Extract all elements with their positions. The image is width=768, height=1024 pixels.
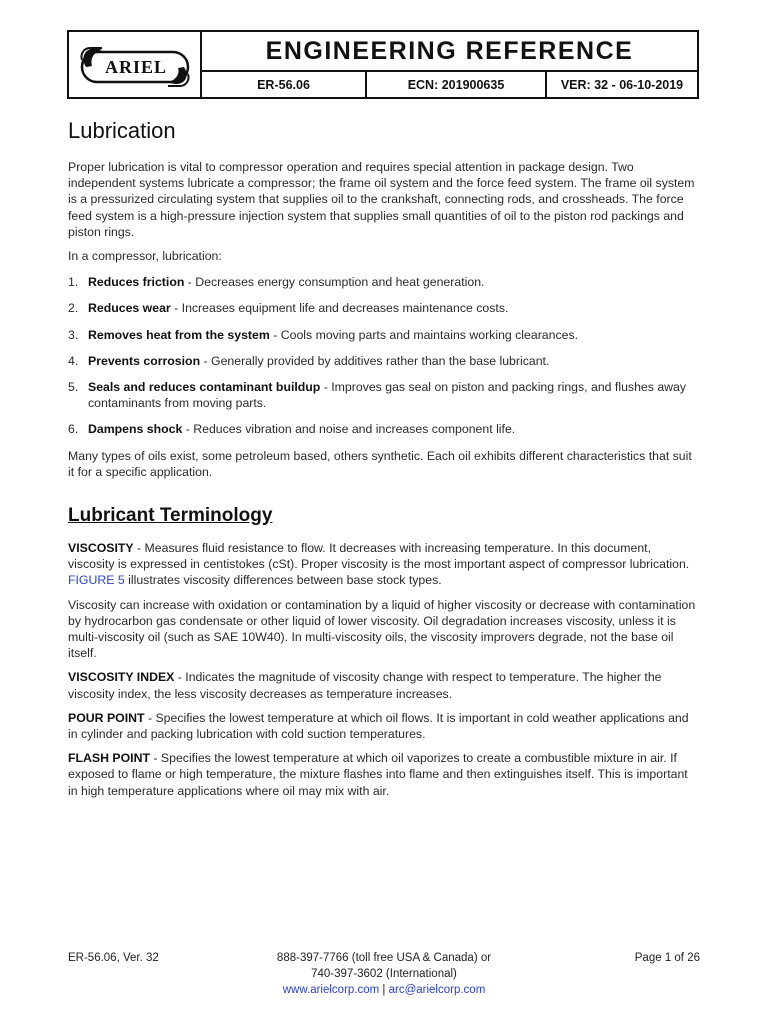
email-link[interactable]: arc@arielcorp.com bbox=[388, 984, 486, 996]
ariel-logo-icon bbox=[76, 40, 194, 90]
viscosity-desc-a: - Measures fluid resistance to flow. It decreases with increasing temperature. In this document, viscosity is expressed in centistokes (cSt). Proper viscosity is the most important aspect of compressor lubrication. bbox=[68, 541, 690, 572]
list-number: 2. bbox=[68, 301, 79, 316]
ecn-number: ECN: 201900635 bbox=[365, 72, 545, 97]
list-term: Reduces wear bbox=[88, 301, 171, 316]
list-term: Dampens shock bbox=[88, 422, 183, 437]
list-desc: - Decreases energy consumption and heat generation. bbox=[184, 275, 485, 290]
pour-point-definition bbox=[68, 710, 700, 742]
viscosity-definition bbox=[68, 540, 700, 589]
viscosity-index-desc: - Indicates the magnitude of viscosity change with respect to temperature. The higher the viscosity index, the less viscosity decreases as temperature increases. bbox=[68, 670, 662, 701]
version-date: VER: 32 - 06-10-2019 bbox=[545, 72, 697, 97]
doc-id: ER-56.06 bbox=[257, 77, 310, 92]
list-term: Prevents corrosion bbox=[88, 353, 201, 368]
list-term: Reduces friction bbox=[88, 275, 185, 290]
list-item bbox=[68, 327, 700, 343]
footer-phone-tollfree: 888-397-7766 (toll free USA & Canada) or bbox=[276, 952, 492, 964]
list-item bbox=[68, 274, 700, 290]
closing-paragraph: Many types of oils exist, some petroleum based, others synthetic. Each oil exhibits different characteristics that suit it for a specific application. bbox=[68, 448, 692, 479]
section-title-terminology: Lubricant Terminology bbox=[68, 505, 273, 527]
benefits-list bbox=[68, 274, 700, 437]
term-viscosity-index: VISCOSITY INDEX bbox=[68, 670, 175, 685]
document-header bbox=[67, 30, 699, 99]
list-number: 3. bbox=[68, 327, 79, 342]
intro-paragraph: Proper lubrication is vital to compressor operation and requires special attention in package design. Two independent systems lubricate a compressor; the frame oil system and the force feed system. The frame oil system is a pressurized circulating system that supplies oil to the crankshaft, connecting rods, and crossheads. The force feed system is a high-pressure injection system that supplies small quantities of oil to the piston rod packings and piston rings. bbox=[68, 160, 695, 239]
header-title: ENGINEERING REFERENCE bbox=[202, 32, 697, 72]
pour-point-desc: - Specifies the lowest temperature at which oil flows. It is important in cold weather applications and in cylinder and packing lubrication with cold suction temperatures. bbox=[68, 710, 689, 742]
list-item bbox=[68, 353, 700, 369]
ariel-logo bbox=[69, 32, 202, 97]
flash-point-desc: - Specifies the lowest temperature at which oil vaporizes to create a combustible mixture in air. If exposed to flame or high temperature, the mixture flashes into flame and then extinguishes itself. This is important in high temperature applications where oil may mix with air. bbox=[68, 751, 688, 798]
term-pour-point: POUR POINT bbox=[68, 710, 145, 725]
list-item bbox=[68, 421, 700, 437]
term-viscosity: VISCOSITY bbox=[68, 541, 134, 556]
footer-contact bbox=[68, 950, 700, 998]
list-desc: - Improves gas seal on piston and packing rings, and flushes away contaminants from moving parts. bbox=[88, 380, 687, 411]
list-term: Removes heat from the system bbox=[88, 327, 270, 342]
list-term: Seals and reduces contaminant buildup bbox=[88, 380, 321, 395]
footer-doc-version: ER-56.06, Ver. 32 bbox=[68, 952, 159, 964]
list-number: 6. bbox=[68, 422, 79, 437]
list-item bbox=[68, 379, 700, 411]
list-item bbox=[68, 300, 700, 316]
term-flash-point: FLASH POINT bbox=[68, 751, 150, 766]
lead-paragraph: In a compressor, lubrication: bbox=[68, 249, 222, 264]
list-desc: - Generally provided by additives rather than the base lubricant. bbox=[200, 353, 550, 368]
footer-links bbox=[68, 982, 700, 998]
list-desc: - Cools moving parts and maintains working clearances. bbox=[269, 327, 579, 342]
list-desc: - Increases equipment life and decreases maintenance costs. bbox=[170, 301, 509, 316]
flash-point-definition bbox=[68, 750, 700, 799]
viscosity-desc-b: illustrates viscosity differences between base stock types. bbox=[124, 573, 442, 588]
figure-5-link[interactable]: FIGURE 5 bbox=[68, 573, 125, 588]
document-body bbox=[68, 117, 700, 807]
viscosity-index-definition bbox=[68, 669, 700, 701]
list-number: 1. bbox=[68, 275, 79, 290]
footer-phone-international: 740-397-3602 (International) bbox=[311, 968, 457, 980]
section-title-lubrication: Lubrication bbox=[68, 118, 176, 143]
viscosity-paragraph-2: Viscosity can increase with oxidation or contamination by a liquid of higher viscosity or decrease with contamination by hydrocarbon gas condensate or other liquid of lower viscosity. Oil degradation increases viscosity, unless it is multi-viscosity oil (such as SAE 10W40). In multi-viscosity oils, the viscosity improvers degrade, not the base oil itself. bbox=[68, 597, 696, 661]
list-number: 4. bbox=[68, 353, 79, 368]
footer-page-number: Page 1 of 26 bbox=[634, 952, 700, 964]
list-desc: - Reduces vibration and noise and increases component life. bbox=[182, 422, 516, 437]
svg-text:ARIEL: ARIEL bbox=[104, 56, 167, 77]
footer-separator: | bbox=[379, 984, 389, 996]
website-link[interactable]: www.arielcorp.com bbox=[282, 984, 380, 996]
list-number: 5. bbox=[68, 380, 79, 395]
